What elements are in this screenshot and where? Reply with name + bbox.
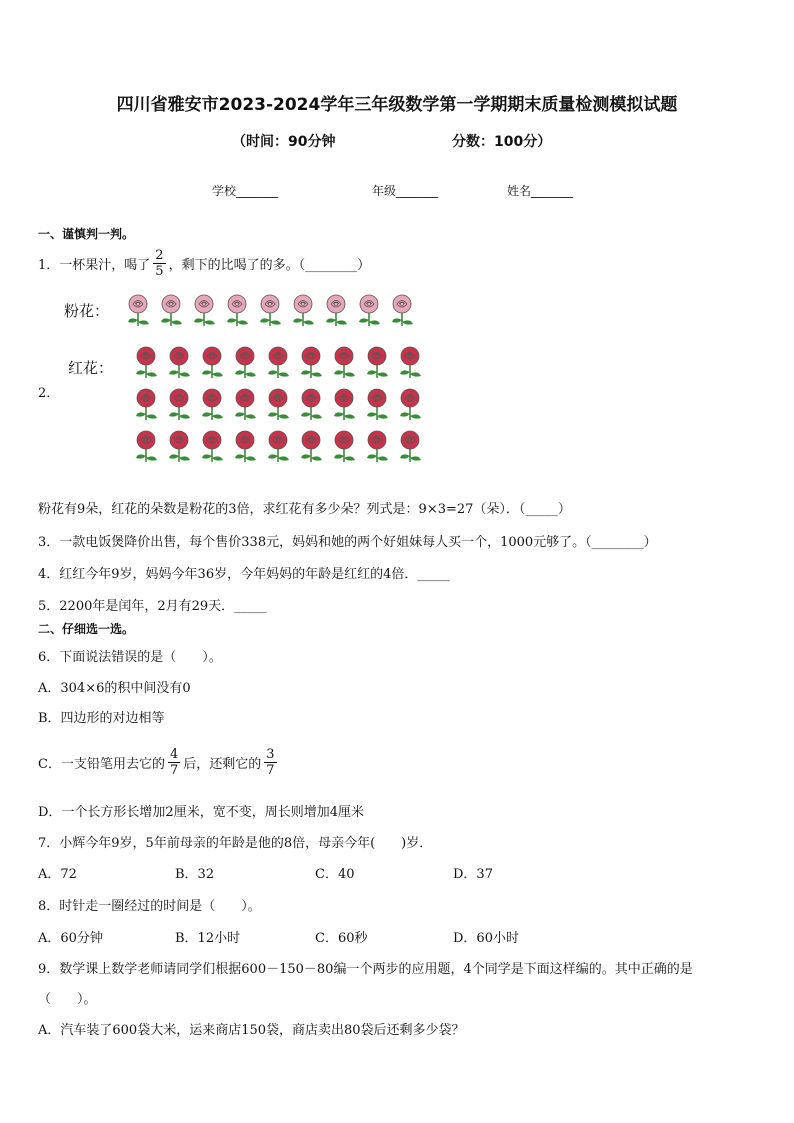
q2-number: 2． — [38, 386, 60, 401]
red-flower-icon — [198, 346, 226, 380]
red-flower-icon — [297, 346, 325, 380]
red-flower-icon — [198, 430, 226, 464]
red-flower-icon — [264, 430, 292, 464]
q1-text-before: 1．一杯果汁，喝了 — [38, 257, 151, 273]
question-3: 3．一款电饭煲降价出售，每个售价338元，妈妈和她的两个好姐妹每人买一个，1000元够了。（________） — [38, 535, 657, 550]
red-flower-icon — [165, 388, 193, 422]
q6-c-fraction-1 — [168, 747, 180, 778]
q6-c-fraction-2-denominator: 7 — [266, 762, 275, 778]
school-field[interactable]: 学校_______ — [212, 184, 279, 198]
q1-fraction-numerator: 2 — [155, 247, 164, 263]
red-flower-icon — [165, 430, 193, 464]
pink-flower-label: 粉花： — [64, 302, 110, 320]
red-flower-icon — [363, 346, 391, 380]
exam-title: 四川省雅安市2023-2024学年三年级数学第一学期期末质量检测模拟试题 — [116, 95, 678, 115]
q6-option-c[interactable] — [38, 742, 280, 782]
name-field[interactable]: 姓名_______ — [507, 184, 574, 198]
red-flower-icon — [231, 430, 259, 464]
pink-flower-icon — [223, 294, 251, 328]
red-flower-icon — [231, 346, 259, 380]
red-flower-icon — [330, 430, 358, 464]
q6-c-fraction-2-numerator: 3 — [266, 746, 275, 762]
pink-flower-icon — [190, 294, 218, 328]
red-flower-icon — [198, 388, 226, 422]
question-9-continued: （ ）。 — [38, 992, 97, 1007]
red-flower-label: 红花： — [68, 359, 114, 377]
section-1-heading: 一、谨慎判一判。 — [38, 227, 135, 241]
exam-score: 分数：100分） — [452, 134, 552, 150]
q6-c-fraction-2 — [264, 747, 276, 778]
pink-flower-icon — [355, 294, 383, 328]
q8-option-c[interactable]: C．60秒 — [315, 931, 368, 946]
q1-fraction-denominator: 5 — [155, 263, 164, 279]
pink-flower-icon — [388, 294, 416, 328]
grade-field[interactable]: 年级_______ — [372, 184, 439, 198]
red-flower-icon — [297, 430, 325, 464]
red-flower-icon — [330, 388, 358, 422]
q7-option-d[interactable]: D．37 — [453, 867, 493, 882]
red-flower-icon — [264, 346, 292, 380]
question-2-text: 粉花有9朵，红花的朵数是粉花的3倍，求红花有多少朵？列式是：9×3=27（朵）．（_____） — [38, 502, 571, 517]
red-flower-icon — [132, 346, 160, 380]
red-flower-icon — [396, 388, 424, 422]
red-flower-icon — [396, 430, 424, 464]
question-6: 6．下面说法错误的是（ ）。 — [38, 650, 222, 665]
red-flower-icon — [363, 388, 391, 422]
question-1 — [38, 245, 370, 281]
red-flower-icon — [264, 388, 292, 422]
q6-c-fraction-1-denominator: 7 — [169, 762, 179, 778]
q6-option-a[interactable]: A．304×6的积中间没有0 — [38, 681, 191, 696]
q1-fraction — [153, 248, 165, 279]
red-flower-icon — [396, 346, 424, 380]
q8-option-a[interactable]: A．60分钟 — [38, 931, 103, 946]
q1-text-after: ，剩下的比喝了的多。（________） — [168, 257, 371, 273]
q6-c-text-before: C．一支铅笔用去它的 — [38, 756, 165, 772]
exam-time: （时间：90分钟 — [232, 134, 336, 150]
question-7: 7．小辉今年9岁，5年前母亲的年龄是他的8倍，母亲今年( )岁． — [38, 836, 433, 851]
q9-option-a[interactable]: A．汽车装了600袋大米，运来商店150袋，商店卖出80袋后还剩多少袋？ — [38, 1023, 465, 1038]
red-flower-icon — [231, 388, 259, 422]
pink-flower-icon — [289, 294, 317, 328]
red-flower-icon — [132, 388, 160, 422]
section-2-heading: 二、仔细选一选。 — [38, 622, 135, 636]
q7-option-b[interactable]: B．32 — [175, 867, 215, 882]
pink-flower-icon — [157, 294, 185, 328]
red-flower-icon — [330, 346, 358, 380]
q6-c-fraction-1-numerator: 4 — [169, 746, 179, 762]
red-flower-icon — [297, 388, 325, 422]
pink-flower-icon — [124, 294, 152, 328]
pink-flower-icon — [256, 294, 284, 328]
question-4: 4．红红今年9岁，妈妈今年36岁，今年妈妈的年龄是红红的4倍．_____ — [38, 567, 450, 582]
question-8: 8．时针走一圈经过的时间是（ ）。 — [38, 899, 261, 914]
q6-option-d[interactable]: D．一个长方形长增加2厘米，宽不变，周长则增加4厘米 — [38, 805, 364, 820]
red-flower-icon — [165, 346, 193, 380]
q7-option-c[interactable]: C．40 — [315, 867, 355, 882]
question-9: 9．数学课上数学老师请同学们根据600－150－80编一个两步的应用题，4个同学是下面这样编的。其中正确的是 — [38, 962, 693, 977]
question-5: 5．2200年是闰年，2月有29天．_____ — [38, 599, 267, 614]
red-flower-icon — [132, 430, 160, 464]
q6-option-b[interactable]: B．四边形的对边相等 — [38, 711, 165, 726]
q8-option-b[interactable]: B．12小时 — [175, 931, 241, 946]
q6-c-text-mid: 后，还剩它的 — [183, 756, 262, 772]
q7-option-a[interactable]: A．72 — [38, 867, 77, 882]
red-flower-icon — [363, 430, 391, 464]
q8-option-d[interactable]: D．60小时 — [453, 931, 519, 946]
pink-flower-icon — [322, 294, 350, 328]
